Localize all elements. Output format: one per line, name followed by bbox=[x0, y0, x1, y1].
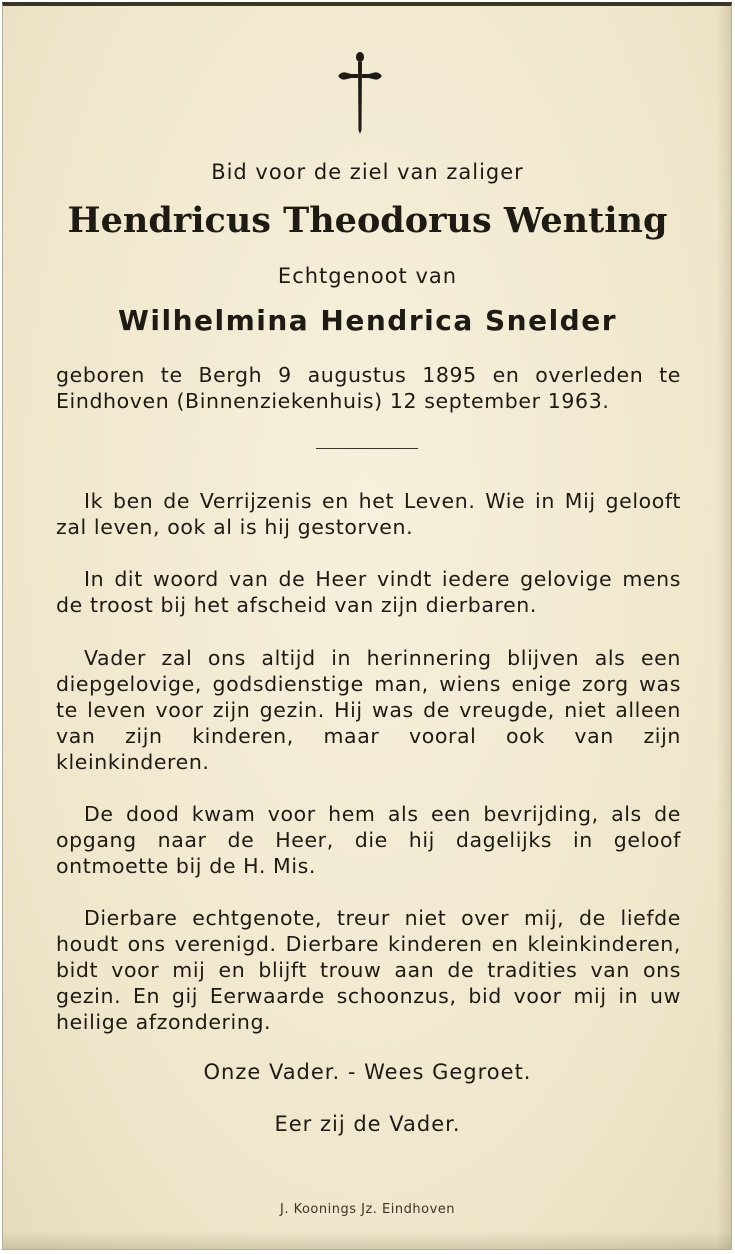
text-paragraph: Vader zal ons altijd in herinnering blijven als een diepgelovige, godsdienstige man, wiens enige zorg was te leven voor zijn gezin. Hij was de vreugde, niet alleen van zijn kinderen, maar vooral ook van zijn kleinkinderen. bbox=[56, 646, 681, 774]
relation-label: Echtgenoot van bbox=[277, 264, 458, 288]
prayer-request: Bid voor de ziel van zaliger bbox=[211, 160, 524, 184]
spouse-name: Wilhelmina Hendrica Snelder bbox=[117, 304, 618, 337]
text-paragraph: De dood kwam voor hem als een bevrijding, als de opgang naar de Heer, die hij dagelijks in geloof ontmoette bij de H. Mis. bbox=[56, 802, 681, 878]
deceased-name: Hendricus Theodorus Wenting bbox=[67, 200, 668, 241]
paper-edge-bottom bbox=[3, 1231, 731, 1249]
doxology-line: Eer zij de Vader. bbox=[274, 1112, 461, 1136]
text-paragraph: Dierbare echtgenote, treur niet over mij, de liefde houdt ons verenigd. Dierbare kinderen en kleinkinderen, bidt voor mij en blijft trouw aan de tradities van ons gezin. En gij Eerwaarde schoonzus, bid voor mij in uw heilige afzondering. bbox=[56, 906, 681, 1034]
prayer-line: Onze Vader. - Wees Gegroet. bbox=[203, 1060, 532, 1084]
text-paragraph: In dit woord van de Heer vindt iedere gelovige mens de troost bij het afscheid van zijn dierbaren. bbox=[56, 567, 681, 617]
divider-line bbox=[316, 448, 418, 449]
printer-credit: J. Koonings Jz. Eindhoven bbox=[280, 1202, 455, 1217]
text-paragraph: Ik ben de Verrijzenis en het Leven. Wie in Mij gelooft zal leven, ook al is hij gestorven. bbox=[56, 489, 681, 539]
life-dates: geboren te Bergh 9 augustus 1895 en overleden te Eindhoven (Binnenziekenhuis) 12 september 1963. bbox=[56, 363, 681, 413]
cross-icon bbox=[337, 50, 383, 134]
